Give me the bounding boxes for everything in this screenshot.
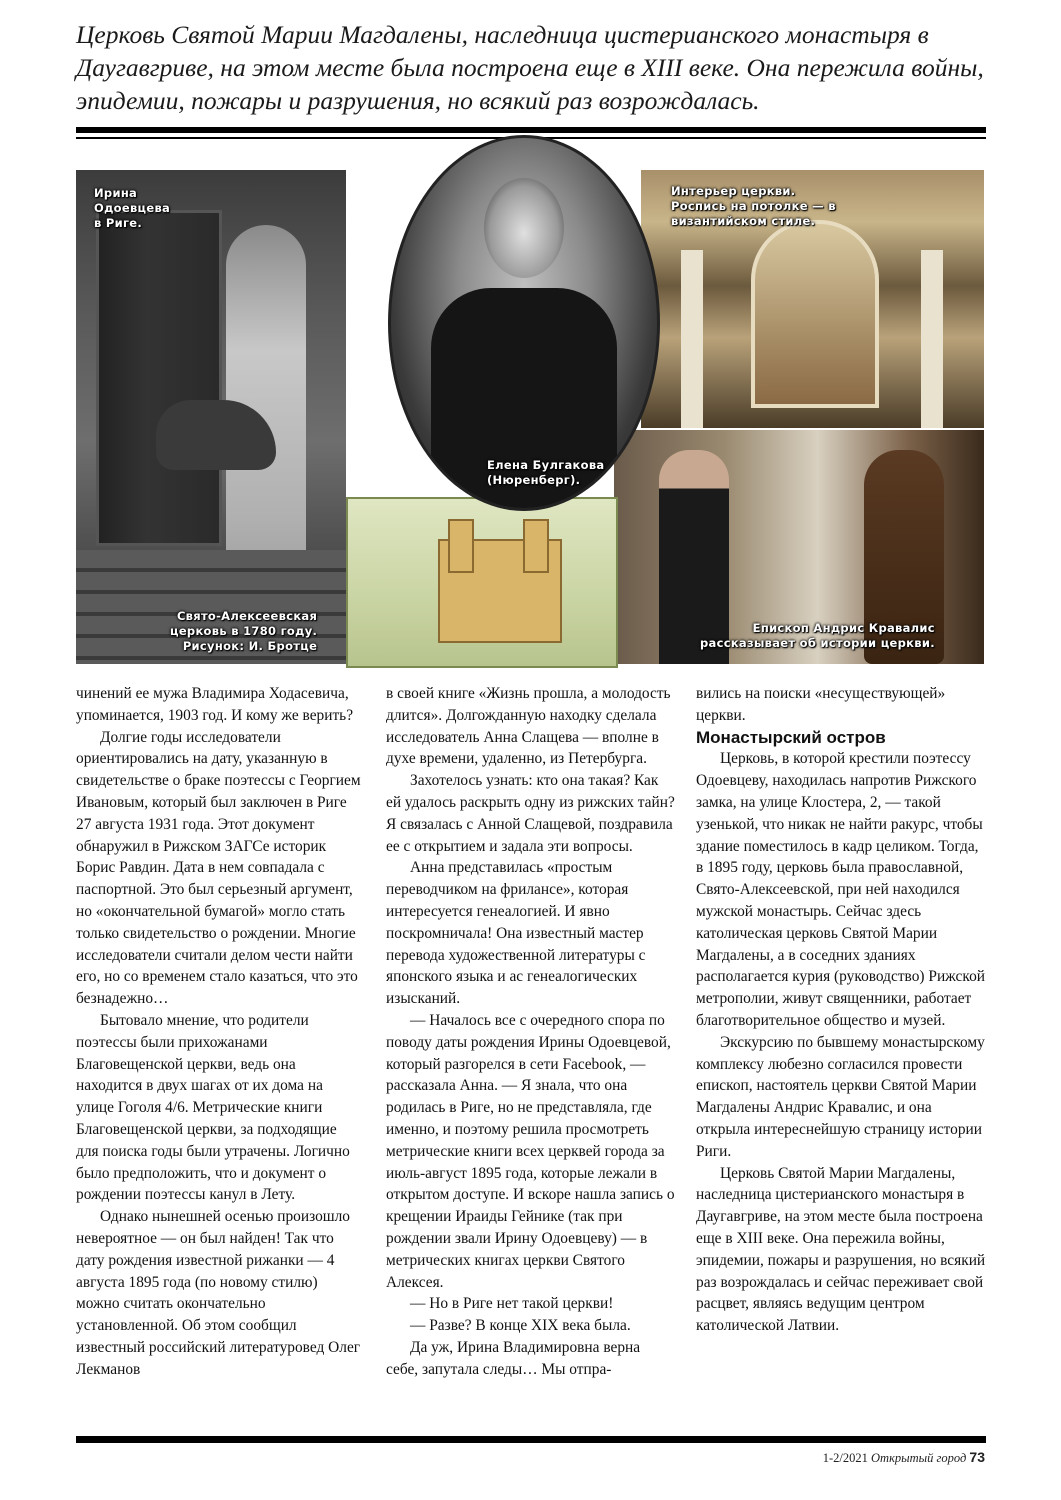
photo-church-drawing bbox=[346, 497, 618, 668]
paragraph: Церковь Святой Марии Магдалены, наследница цистерианского монастыря в Даугавгриве, на этом месте была построена еще в XIII веке. Она пережила войны, эпидемии, пожары и разрушения, но всякий раз возрождалась и сейчас переживает свой расцвет, являясь ведущим центром католической Латвии. bbox=[696, 1164, 986, 1335]
paragraph: Долгие годы исследователи ориентировались на дату, указанную в свидетельстве о браке поэтессы с Георгием Ивановым, который был заключен в Риге 27 августа 1931 года. Этот документ обнаружил в Рижском ЗАГСе историк Борис Равдин. Дата в нем совпадала с паспортной. Это был серьезный аргумент, но «окончательной бумагой» могло стать только свидетельство о рождении. Многие исследователи считали делом чести найти его, но со временем стало казаться, что это безнадежно… bbox=[76, 728, 361, 1008]
paragraph: — Разве? В конце XIX века была. bbox=[410, 1317, 631, 1335]
text-column-3 bbox=[696, 683, 986, 1337]
lead-paragraph: Церковь Святой Марии Магдалены, наследница цистерианского монастыря в Даугавгриве, на этом месте была построена еще в XIII веке. Она пережила войны, эпидемии, пожары и разрушения, но всякий раз возрождалась. bbox=[76, 20, 984, 115]
bottom-rule bbox=[76, 1436, 986, 1443]
top-rule bbox=[76, 127, 986, 133]
paragraph: Бытовало мнение, что родители поэтессы были прихожанами Благовещенской церкви, ведь она находится в двух шагах от их дома на улице Гоголя 4/6. Метрические книги Благовещенской церкви, за подходящие для поиска годы были утрачены. Логично было предположить, что и документ о рождении поэтессы канул в Лету. bbox=[76, 1011, 350, 1204]
text-column-1 bbox=[76, 683, 361, 1381]
page-number: 73 bbox=[969, 1449, 985, 1465]
caption-interior: Интерьер церкви. Роспись на потолке — в византийском стиле. bbox=[671, 184, 836, 228]
caption-drawing: Свято-Алексеевская церковь в 1780 году. Рисунок: И. Бротце bbox=[170, 609, 318, 653]
issue-number: 1-2/2021 bbox=[822, 1451, 868, 1465]
magazine-name: Открытый город bbox=[871, 1451, 967, 1465]
photo-elena-bulgakova bbox=[388, 135, 660, 511]
caption-bishop: Епископ Андрис Кравалис рассказывает об истории церкви. bbox=[700, 621, 935, 650]
paragraph: — Началось все с очередного спора по поводу даты рождения Ирины Одоевцевой, который разгорелся в сети Facebook, — рассказала Анна. — Я знала, что она родилась в Риге, но не представляла, где именно, и поэтому решила просмотреть метрические книги всех церквей города за июль-август 1895 года, которые лежали в открытом доступе. И вскоре нашла запись о крещении Ираиды Гейнике (так при рождении звали Ирину Одоевцеву) — в метрических книгах церкви Святого Алексея. bbox=[386, 1011, 675, 1291]
paragraph: — Но в Риге нет такой церкви! bbox=[410, 1295, 614, 1313]
paragraph: вились на поиски «несуществующей» церкви. bbox=[696, 685, 946, 724]
paragraph: Церковь, в которой крестили поэтессу Одоевцеву, находилась напротив Рижского замка, на улице Клостера, 2, — такой узенькой, что никак не найти ракурс, чтобы здание поместилось в кадр целиком. Тогда, в 1895 году, церковь была православной, Свято-Алексеевской, при ней находился мужской монастырь. Сейчас здесь католическая церковь Святой Марии Магдалены, а в соседних зданиях располагается курия (руководство) Рижской метрополии, живут священники, работает благотворительное общество и музей. bbox=[696, 750, 986, 1029]
photo-irina-odoevtseva bbox=[76, 170, 346, 664]
section-heading: Монастырский остров bbox=[696, 727, 886, 747]
paragraph: Однако нынешней осенью произошло невероятное — он был найден! Так что дату рождения известной рижанки — 4 августа 1895 года (по новому стилю) можно считать окончательно установленной. Об этом сообщил известный российский литературовед Олег Лекманов bbox=[76, 1208, 361, 1378]
caption-elena: Елена Булгакова (Нюренберг). bbox=[487, 458, 605, 487]
paragraph: Да уж, Ирина Владимировна верна себе, запутала следы… Мы отпра- bbox=[386, 1338, 641, 1378]
paragraph: Захотелось узнать: кто она такая? Как ей удалось раскрыть одну из рижских тайн? Я связалась с Анной Слащевой, поздравила ее с открытием и задала эти вопросы. bbox=[386, 772, 675, 855]
caption-irina: Ирина Одоевцева в Риге. bbox=[94, 186, 171, 230]
paragraph: Анна представилась «простым переводчиком на фрилансе», которая интересуется генеалогией. И явно поскромничала! Она известный мастер перевода художественной литературы с японского языка и ас генеалогических изысканий. bbox=[386, 859, 646, 1008]
paragraph: чинений ее мужа Владимира Ходасевича, упоминается, 1903 год. И кому же верить? bbox=[76, 685, 354, 724]
paragraph: в своей книге «Жизнь прошла, а молодость длится». Долгожданную находку сделала исследователь Анна Слащева — вполне в духе времени, удаленно, из Петербурга. bbox=[386, 685, 671, 768]
page-footer bbox=[823, 1449, 985, 1466]
paragraph: Экскурсию по бывшему монастырскому комплексу любезно согласился провести епископ, настоятель церкви Святой Марии Магдалены Андрис Кравалис, и она открыла интереснейшую страницу истории Риги. bbox=[696, 1033, 985, 1160]
text-column-2 bbox=[386, 683, 676, 1381]
